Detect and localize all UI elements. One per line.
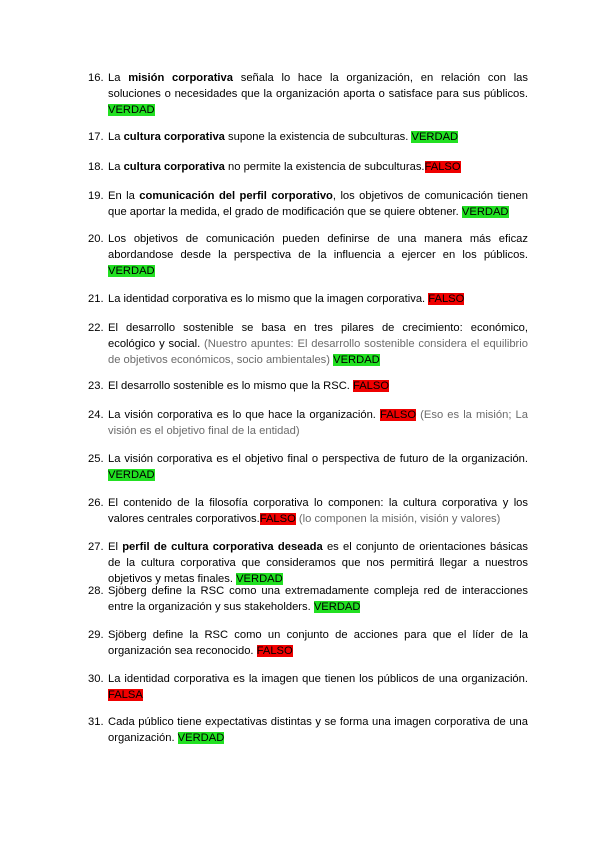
item-number: 18. [88, 161, 104, 173]
falso-tag: FALSO [353, 380, 390, 392]
list-item [88, 130, 528, 146]
item-text: La visión corporativa es lo que hace la organización. FALSO (Eso es la misión; La visión es el objetivo final de la entidad) [108, 409, 528, 437]
bold-term: perfil de cultura corporativa deseada [122, 541, 323, 553]
list-item [88, 452, 528, 484]
falso-tag: FALSO [380, 409, 417, 421]
item-text: La identidad corporativa es la imagen que tienen los públicos de una organización. FALSA [108, 673, 528, 701]
item-number: 31. [88, 716, 104, 728]
item-text: Sjöberg define la RSC como una extremadamente compleja red de interacciones entre la organización y sus stakeholders. VERDAD [108, 585, 528, 613]
bold-term: comunicación del perfil corporativo [139, 190, 333, 202]
falso-tag: FALSO [428, 293, 465, 305]
falso-tag: FALSO [259, 512, 296, 525]
note-text: (Eso es la misión; La visión es el objetivo final de la entidad) [108, 409, 528, 437]
list-item [88, 584, 528, 616]
item-number: 22. [88, 322, 104, 334]
list-item [88, 292, 528, 308]
note-text: (lo componen la misión, visión y valores) [295, 512, 501, 525]
item-number: 30. [88, 673, 104, 685]
bold-term: cultura corporativa [123, 131, 225, 143]
item-number: 24. [88, 409, 104, 421]
item-text: El desarrollo sostenible es lo mismo que la RSC. FALSO [108, 380, 390, 392]
item-text: El perfil de cultura corporativa deseada es el conjunto de orientaciones básicas de la cultura corporativa que consideramos que nos permitirá llegar a nuestros objetivos y metas finales. VERDAD [108, 541, 528, 585]
note-text: (Nuestro apuntes: El desarrollo sostenible considera el equilibrio de objetivos económicos, socio ambientales) [108, 337, 528, 366]
item-text: La cultura corporativa no permite la existencia de subculturas.FALSO [108, 161, 461, 173]
verdad-tag: VERDAD [333, 353, 380, 366]
item-number: 23. [88, 380, 104, 392]
bold-term: cultura corporativa [123, 161, 225, 173]
item-number: 25. [88, 453, 104, 465]
list-item [88, 408, 528, 440]
item-number: 29. [88, 629, 104, 641]
falso-tag: FALSO [256, 644, 293, 657]
item-number: 21. [88, 293, 104, 305]
verdad-tag: VERDAD [177, 731, 225, 744]
verdad-tag: VERDAD [108, 468, 155, 481]
list-item [88, 71, 528, 118]
list-item [88, 628, 528, 660]
item-text: Los objetivos de comunicación pueden definirse de una manera más eficaz abordandose desde la perspectiva de la influencia a ejercer en los públicos. VERDAD [108, 233, 528, 277]
item-number: 26. [88, 497, 104, 509]
item-text: Sjöberg define la RSC como un conjunto de acciones para que el líder de la organización sea reconocido. FALSO [108, 629, 528, 657]
item-text: La identidad corporativa es lo mismo que la imagen corporativa. FALSO [108, 293, 465, 305]
item-number: 19. [88, 190, 104, 202]
item-text: El contenido de la filosofía corporativa lo componen: la cultura corporativa y los valores centrales corporativos.FALSO (lo componen la misión, visión y valores) [108, 497, 528, 525]
item-text: La misión corporativa señala lo hace la organización, en relación con las soluciones o necesidades que la organización aporta o satisface para sus públicos. VERDAD [108, 72, 528, 116]
item-number: 16. [88, 72, 104, 84]
list-item [88, 232, 528, 279]
verdad-tag: VERDAD [461, 205, 509, 218]
verdad-tag: VERDAD [411, 131, 459, 143]
item-text: La cultura corporativa supone la existencia de subculturas. VERDAD [108, 131, 459, 143]
list-item [88, 160, 528, 176]
list-item [88, 715, 528, 747]
list-item [88, 540, 528, 587]
item-text: El desarrollo sostenible se basa en tres pilares de crecimiento: económico, ecológico y social. (Nuestro apuntes: El desarrollo sostenible considera el equilibrio de objetivos económicos, socio ambientales) VERDAD [108, 322, 528, 366]
bold-term: misión corporativa [128, 72, 233, 84]
item-number: 28. [88, 585, 104, 597]
item-number: 17. [88, 131, 104, 143]
list-item [88, 321, 528, 368]
verdad-tag: VERDAD [108, 264, 155, 277]
falso-tag: FALSO [424, 161, 461, 173]
item-text: La visión corporativa es el objetivo final o perspectiva de futuro de la organización. VERDAD [108, 453, 528, 481]
list-item [88, 496, 528, 528]
item-number: 27. [88, 541, 104, 553]
verdad-tag: VERDAD [236, 572, 283, 585]
list-item [88, 189, 528, 221]
list-item [88, 379, 528, 395]
item-number: 20. [88, 233, 104, 245]
falsa-tag: FALSA [108, 688, 143, 701]
verdad-tag: VERDAD [313, 600, 361, 613]
item-text: En la comunicación del perfil corporativo, los objetivos de comunicación tienen que aportar la medida, el grado de modificación que se quiere obtener. VERDAD [108, 190, 528, 218]
item-text: Cada público tiene expectativas distintas y se forma una imagen corporativa de una organización. VERDAD [108, 716, 528, 744]
verdad-tag: VERDAD [108, 103, 155, 116]
list-item [88, 672, 528, 704]
